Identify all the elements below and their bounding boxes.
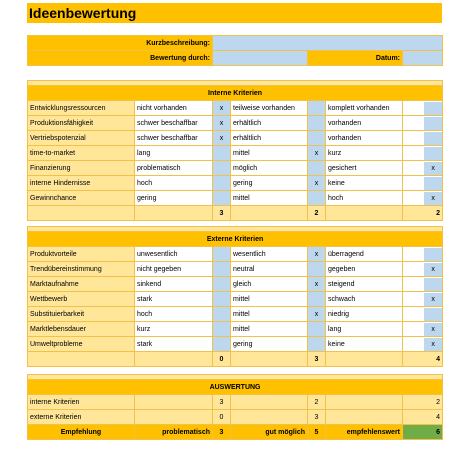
option-2-mark-cell[interactable]	[308, 131, 326, 146]
option-2-mark-cell[interactable]	[308, 292, 326, 307]
empty-cell	[231, 206, 308, 221]
option-2-text: mittel	[231, 191, 308, 206]
option-1-mark-cell[interactable]	[213, 146, 231, 161]
option-3-mark-cell[interactable]: x	[424, 323, 442, 336]
criteria-row	[28, 176, 443, 191]
option-2-mark-cell[interactable]: x	[308, 277, 326, 292]
empty-cell	[28, 206, 135, 221]
option-1-mark-cell[interactable]	[213, 337, 231, 352]
criteria-row	[28, 161, 443, 176]
option-3-text: steigend	[326, 277, 403, 292]
total-1: 0	[213, 352, 231, 367]
option-3-cell	[403, 292, 443, 307]
option-3-mark-cell[interactable]	[424, 248, 442, 261]
option-3-text: schwach	[326, 292, 403, 307]
criteria-row	[28, 191, 443, 206]
total-1: 3	[213, 206, 231, 221]
criteria-label: Vertriebspotenzial	[28, 131, 135, 146]
option-3-mark-cell[interactable]	[424, 177, 442, 190]
option-1-mark-cell[interactable]	[213, 262, 231, 277]
option-3-text: keine	[326, 337, 403, 352]
option-3-cell	[403, 176, 443, 191]
option-3-cell	[403, 307, 443, 322]
option-2-text: wesentlich	[231, 247, 308, 262]
totals-row	[28, 206, 443, 221]
spacer	[403, 293, 424, 306]
option-1-mark-cell[interactable]	[213, 307, 231, 322]
option-3-cell	[403, 146, 443, 161]
option-1-text: kurz	[135, 322, 213, 337]
criteria-row	[28, 101, 443, 116]
option-1-mark-cell[interactable]: x	[213, 116, 231, 131]
option-1-text: hoch	[135, 176, 213, 191]
spacer	[403, 323, 424, 336]
auswertung-externe-label: externe Kriterien	[28, 410, 135, 425]
spacer	[403, 162, 424, 175]
criteria-label: Marktlebensdauer	[28, 322, 135, 337]
empty-cell	[135, 410, 213, 425]
option-2-text: gering	[231, 176, 308, 191]
bewertung-label: Bewertung durch:	[28, 51, 213, 66]
option-3-text: hoch	[326, 191, 403, 206]
option-3-mark-cell[interactable]: x	[424, 263, 442, 276]
option-3-mark-cell[interactable]	[424, 308, 442, 321]
auswertung-heading: AUSWERTUNG	[28, 380, 443, 395]
spacer	[403, 117, 424, 130]
option-3-text: überragend	[326, 247, 403, 262]
criteria-row	[28, 292, 443, 307]
option-2-mark-cell[interactable]	[308, 337, 326, 352]
spacer	[403, 308, 424, 321]
auswertung-interne-v2: 2	[308, 395, 326, 410]
auswertung-externe-v2: 3	[308, 410, 326, 425]
option-3-text: vorhanden	[326, 116, 403, 131]
option-2-text: neutral	[231, 262, 308, 277]
option-1-text: stark	[135, 337, 213, 352]
totals-row	[28, 352, 443, 367]
empfehlung-c1-value: 3	[213, 425, 231, 440]
spacer	[403, 132, 424, 145]
option-2-mark-cell[interactable]	[308, 116, 326, 131]
auswertung-interne-v3: 2	[403, 395, 443, 410]
option-1-mark-cell[interactable]: x	[213, 101, 231, 116]
empty-cell	[135, 352, 213, 367]
datum-field[interactable]	[403, 51, 443, 66]
criteria-row	[28, 116, 443, 131]
criteria-label: Trendübereinstimmung	[28, 262, 135, 277]
spacer	[403, 338, 424, 351]
option-1-text: schwer beschaffbar	[135, 116, 213, 131]
option-1-text: nicht vorhanden	[135, 101, 213, 116]
total-3: 4	[403, 352, 443, 367]
spacer	[403, 248, 424, 261]
option-3-mark-cell[interactable]	[424, 102, 442, 115]
total-2: 3	[308, 352, 326, 367]
spacer	[403, 147, 424, 160]
option-1-mark-cell[interactable]	[213, 322, 231, 337]
datum-label: Datum:	[308, 51, 403, 66]
option-1-mark-cell[interactable]	[213, 191, 231, 206]
criteria-label: time-to-market	[28, 146, 135, 161]
criteria-row	[28, 131, 443, 146]
option-2-text: mittel	[231, 307, 308, 322]
criteria-label: Gewinnchance	[28, 191, 135, 206]
option-2-text: mittel	[231, 146, 308, 161]
option-1-text: unwesentlich	[135, 247, 213, 262]
option-2-text: möglich	[231, 161, 308, 176]
empty-cell	[231, 352, 308, 367]
criteria-label: Marktaufnahme	[28, 277, 135, 292]
option-3-text: gegeben	[326, 262, 403, 277]
spacer	[403, 102, 424, 115]
option-3-text: gesichert	[326, 161, 403, 176]
option-2-mark-cell[interactable]: x	[308, 176, 326, 191]
auswertung-externe-v1: 0	[213, 410, 231, 425]
total-3: 2	[403, 206, 443, 221]
auswertung-interne-label: interne Kriterien	[28, 395, 135, 410]
option-2-text: gleich	[231, 277, 308, 292]
option-1-text: stark	[135, 292, 213, 307]
criteria-label: interne Hindernisse	[28, 176, 135, 191]
option-3-cell	[403, 116, 443, 131]
empty-cell	[135, 206, 213, 221]
interne-kriterien-table	[27, 80, 443, 221]
option-2-text: gering	[231, 337, 308, 352]
option-1-mark-cell[interactable]	[213, 292, 231, 307]
criteria-label: Entwicklungsressourcen	[28, 101, 135, 116]
option-3-text: niedrig	[326, 307, 403, 322]
option-1-text: lang	[135, 146, 213, 161]
option-3-cell	[403, 262, 443, 277]
option-3-text: kurz	[326, 146, 403, 161]
empty-cell	[28, 352, 135, 367]
option-2-mark-cell[interactable]	[308, 262, 326, 277]
option-1-text: nicht gegeben	[135, 262, 213, 277]
bewertung-field[interactable]	[213, 51, 308, 66]
option-2-mark-cell[interactable]	[308, 191, 326, 206]
option-3-cell	[403, 161, 443, 176]
empfehlung-label: Empfehlung	[28, 425, 135, 440]
option-2-text: mittel	[231, 292, 308, 307]
option-3-text: keine	[326, 176, 403, 191]
option-3-cell	[403, 101, 443, 116]
criteria-label: Umweltprobleme	[28, 337, 135, 352]
empfehlung-c3-value: 6	[403, 425, 443, 440]
option-3-cell	[403, 131, 443, 146]
criteria-row	[28, 247, 443, 262]
empty-cell	[326, 410, 403, 425]
empty-cell	[231, 410, 308, 425]
option-1-mark-cell[interactable]	[213, 161, 231, 176]
option-3-mark-cell[interactable]	[424, 278, 442, 291]
option-3-mark-cell[interactable]	[424, 117, 442, 130]
header-table	[27, 35, 443, 66]
empty-cell	[326, 352, 403, 367]
empty-cell	[135, 395, 213, 410]
option-3-cell	[403, 337, 443, 352]
option-1-text: problematisch	[135, 161, 213, 176]
option-2-mark-cell[interactable]: x	[308, 247, 326, 262]
option-1-text: sinkend	[135, 277, 213, 292]
option-3-cell	[403, 322, 443, 337]
criteria-row	[28, 277, 443, 292]
kurzbeschreibung-field[interactable]	[213, 36, 443, 51]
option-3-cell	[403, 191, 443, 206]
empfehlung-c2-label: gut möglich	[231, 425, 308, 440]
option-1-text: hoch	[135, 307, 213, 322]
empty-cell	[231, 395, 308, 410]
criteria-row	[28, 337, 443, 352]
option-3-text: vorhanden	[326, 131, 403, 146]
option-1-text: gering	[135, 191, 213, 206]
empty-cell	[326, 206, 403, 221]
criteria-label: Substituierbarkeit	[28, 307, 135, 322]
criteria-row	[28, 322, 443, 337]
option-3-cell	[403, 277, 443, 292]
option-2-text: teilweise vorhanden	[231, 101, 308, 116]
interne-heading: Interne Kriterien	[28, 86, 443, 101]
auswertung-externe-v3: 4	[403, 410, 443, 425]
empfehlung-c3-label: empfehlenswert	[326, 425, 403, 440]
option-1-mark-cell[interactable]: x	[213, 131, 231, 146]
criteria-row	[28, 307, 443, 322]
option-3-mark-cell[interactable]: x	[424, 162, 442, 175]
option-3-mark-cell[interactable]: x	[424, 338, 442, 351]
option-1-mark-cell[interactable]	[213, 176, 231, 191]
option-2-mark-cell[interactable]: x	[308, 146, 326, 161]
option-2-text: mittel	[231, 322, 308, 337]
option-2-text: erhältlich	[231, 116, 308, 131]
empfehlung-c1-label: problematisch	[135, 425, 213, 440]
criteria-label: Produktvorteile	[28, 247, 135, 262]
option-3-mark-cell[interactable]	[424, 147, 442, 160]
kurzbeschreibung-label: Kurzbeschreibung:	[28, 36, 213, 51]
criteria-row	[28, 262, 443, 277]
page-title: Ideenbewertung	[27, 3, 442, 23]
externe-kriterien-table	[27, 226, 443, 367]
option-1-mark-cell[interactable]	[213, 277, 231, 292]
spacer	[403, 177, 424, 190]
auswertung-interne-v1: 3	[213, 395, 231, 410]
empty-cell	[326, 395, 403, 410]
auswertung-table	[27, 374, 443, 440]
option-1-text: schwer beschaffbar	[135, 131, 213, 146]
option-2-text: erhältlich	[231, 131, 308, 146]
option-2-mark-cell[interactable]: x	[308, 307, 326, 322]
spacer	[403, 263, 424, 276]
option-2-mark-cell[interactable]	[308, 161, 326, 176]
option-3-text: lang	[326, 322, 403, 337]
option-3-cell	[403, 247, 443, 262]
option-3-mark-cell[interactable]	[424, 132, 442, 145]
empfehlung-c2-value: 5	[308, 425, 326, 440]
externe-heading: Externe Kriterien	[28, 232, 443, 247]
total-2: 2	[308, 206, 326, 221]
option-3-mark-cell[interactable]: x	[424, 192, 442, 205]
spacer	[403, 278, 424, 291]
criteria-label: Wettbewerb	[28, 292, 135, 307]
option-2-mark-cell[interactable]	[308, 322, 326, 337]
criteria-label: Produktionsfähigkeit	[28, 116, 135, 131]
criteria-label: Finanzierung	[28, 161, 135, 176]
spacer	[403, 192, 424, 205]
option-2-mark-cell[interactable]	[308, 101, 326, 116]
option-3-text: komplett vorhanden	[326, 101, 403, 116]
option-1-mark-cell[interactable]	[213, 247, 231, 262]
criteria-row	[28, 146, 443, 161]
option-3-mark-cell[interactable]: x	[424, 293, 442, 306]
